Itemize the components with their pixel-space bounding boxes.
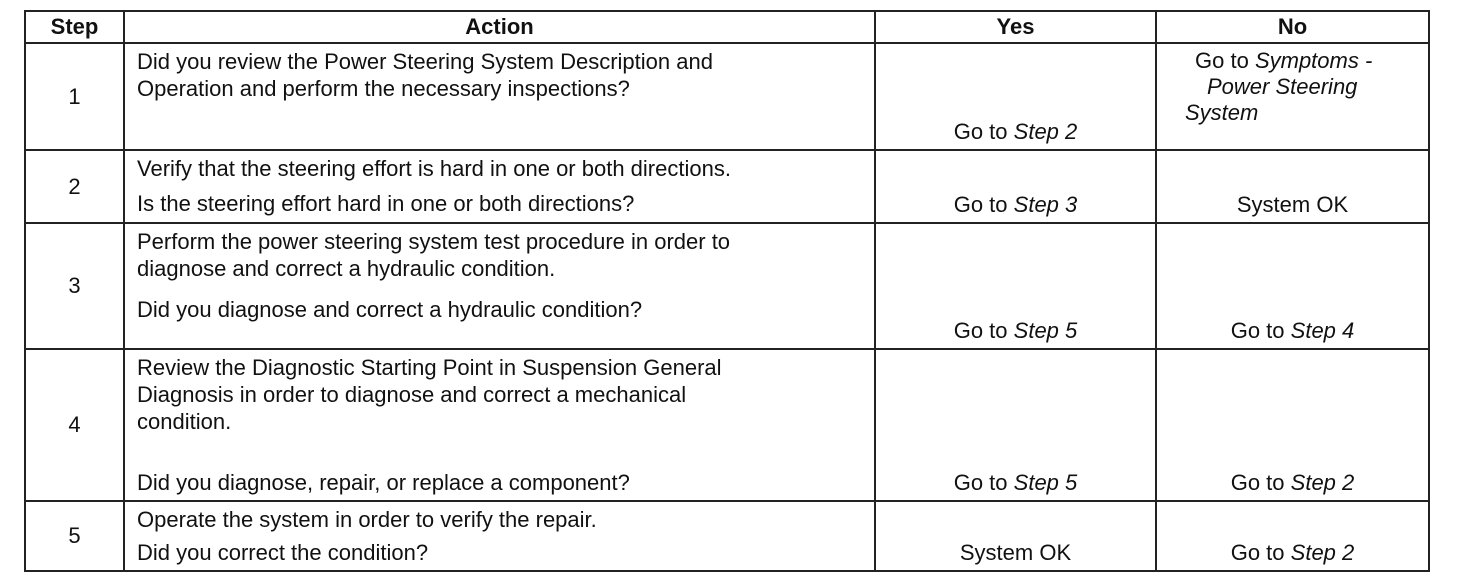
no-step-link[interactable]: Step 4 [1290, 318, 1355, 343]
action-line: diagnose and correct a hydraulic condition. [137, 256, 556, 281]
yes-cell [875, 150, 1156, 223]
step-number: 5 [25, 501, 124, 571]
no-text: System OK [1236, 192, 1349, 217]
table-row [25, 43, 1429, 150]
diagnostic-table [24, 10, 1430, 572]
action-line: Operate the system in order to verify the repair. [137, 507, 597, 532]
yes-prefix: Go to [953, 192, 1008, 217]
yes-prefix: Go to [953, 119, 1008, 144]
action-line: Review the Diagnostic Starting Point in Suspension General [137, 355, 722, 380]
yes-cell [875, 349, 1156, 501]
no-prefix: Go to [1230, 318, 1285, 343]
no-step-link[interactable]: Step 2 [1290, 470, 1355, 495]
header-row [25, 11, 1429, 43]
no-symptoms-link-line2[interactable]: Power Steering [1207, 74, 1358, 99]
no-cell [1156, 223, 1429, 349]
action-cell [124, 349, 875, 501]
action-cell [124, 501, 875, 571]
yes-step-link[interactable]: Step 2 [1013, 119, 1078, 144]
header-no: No [1156, 11, 1429, 43]
action-line: Verify that the steering effort is hard in one or both directions. [137, 156, 731, 181]
action-cell [124, 223, 875, 349]
table-row [25, 501, 1429, 571]
yes-step-link[interactable]: Step 5 [1013, 318, 1078, 343]
no-cell [1156, 43, 1429, 150]
table-row [25, 349, 1429, 501]
yes-step-link[interactable]: Step 3 [1013, 192, 1078, 217]
yes-cell [875, 501, 1156, 571]
step-number: 2 [25, 150, 124, 223]
no-prefix: Go to [1195, 48, 1249, 73]
yes-prefix: Go to [953, 470, 1008, 495]
no-prefix: Go to [1230, 470, 1285, 495]
no-cell [1156, 349, 1429, 501]
no-symptoms-link[interactable]: Symptoms - [1254, 48, 1373, 73]
action-cell [124, 150, 875, 223]
yes-text: System OK [959, 540, 1072, 565]
table-row [25, 223, 1429, 349]
step-number: 1 [25, 43, 124, 150]
yes-cell [875, 43, 1156, 150]
action-line: Diagnosis in order to diagnose and correct a mechanical [137, 382, 687, 407]
action-line: condition. [137, 409, 232, 434]
action-question: Did you correct the condition? [137, 540, 429, 565]
action-line: Operation and perform the necessary inspections? [137, 76, 630, 101]
action-line: Did you review the Power Steering System Description and [137, 49, 713, 74]
no-cell [1156, 501, 1429, 571]
no-symptoms-link-line3[interactable]: System [1185, 100, 1259, 125]
step-number: 4 [25, 349, 124, 501]
action-question: Did you diagnose and correct a hydraulic condition? [137, 297, 643, 322]
action-question: Is the steering effort hard in one or both directions? [137, 191, 635, 216]
no-step-link[interactable]: Step 2 [1290, 540, 1355, 565]
table-row [25, 150, 1429, 223]
yes-step-link[interactable]: Step 5 [1013, 470, 1078, 495]
header-action: Action [124, 11, 875, 43]
no-prefix: Go to [1230, 540, 1285, 565]
action-line: Perform the power steering system test procedure in order to [137, 229, 731, 254]
action-question: Did you diagnose, repair, or replace a component? [137, 470, 630, 495]
action-cell [124, 43, 875, 150]
no-cell [1156, 150, 1429, 223]
yes-cell [875, 223, 1156, 349]
header-step: Step [25, 11, 124, 43]
header-yes: Yes [875, 11, 1156, 43]
step-number: 3 [25, 223, 124, 349]
yes-prefix: Go to [953, 318, 1008, 343]
